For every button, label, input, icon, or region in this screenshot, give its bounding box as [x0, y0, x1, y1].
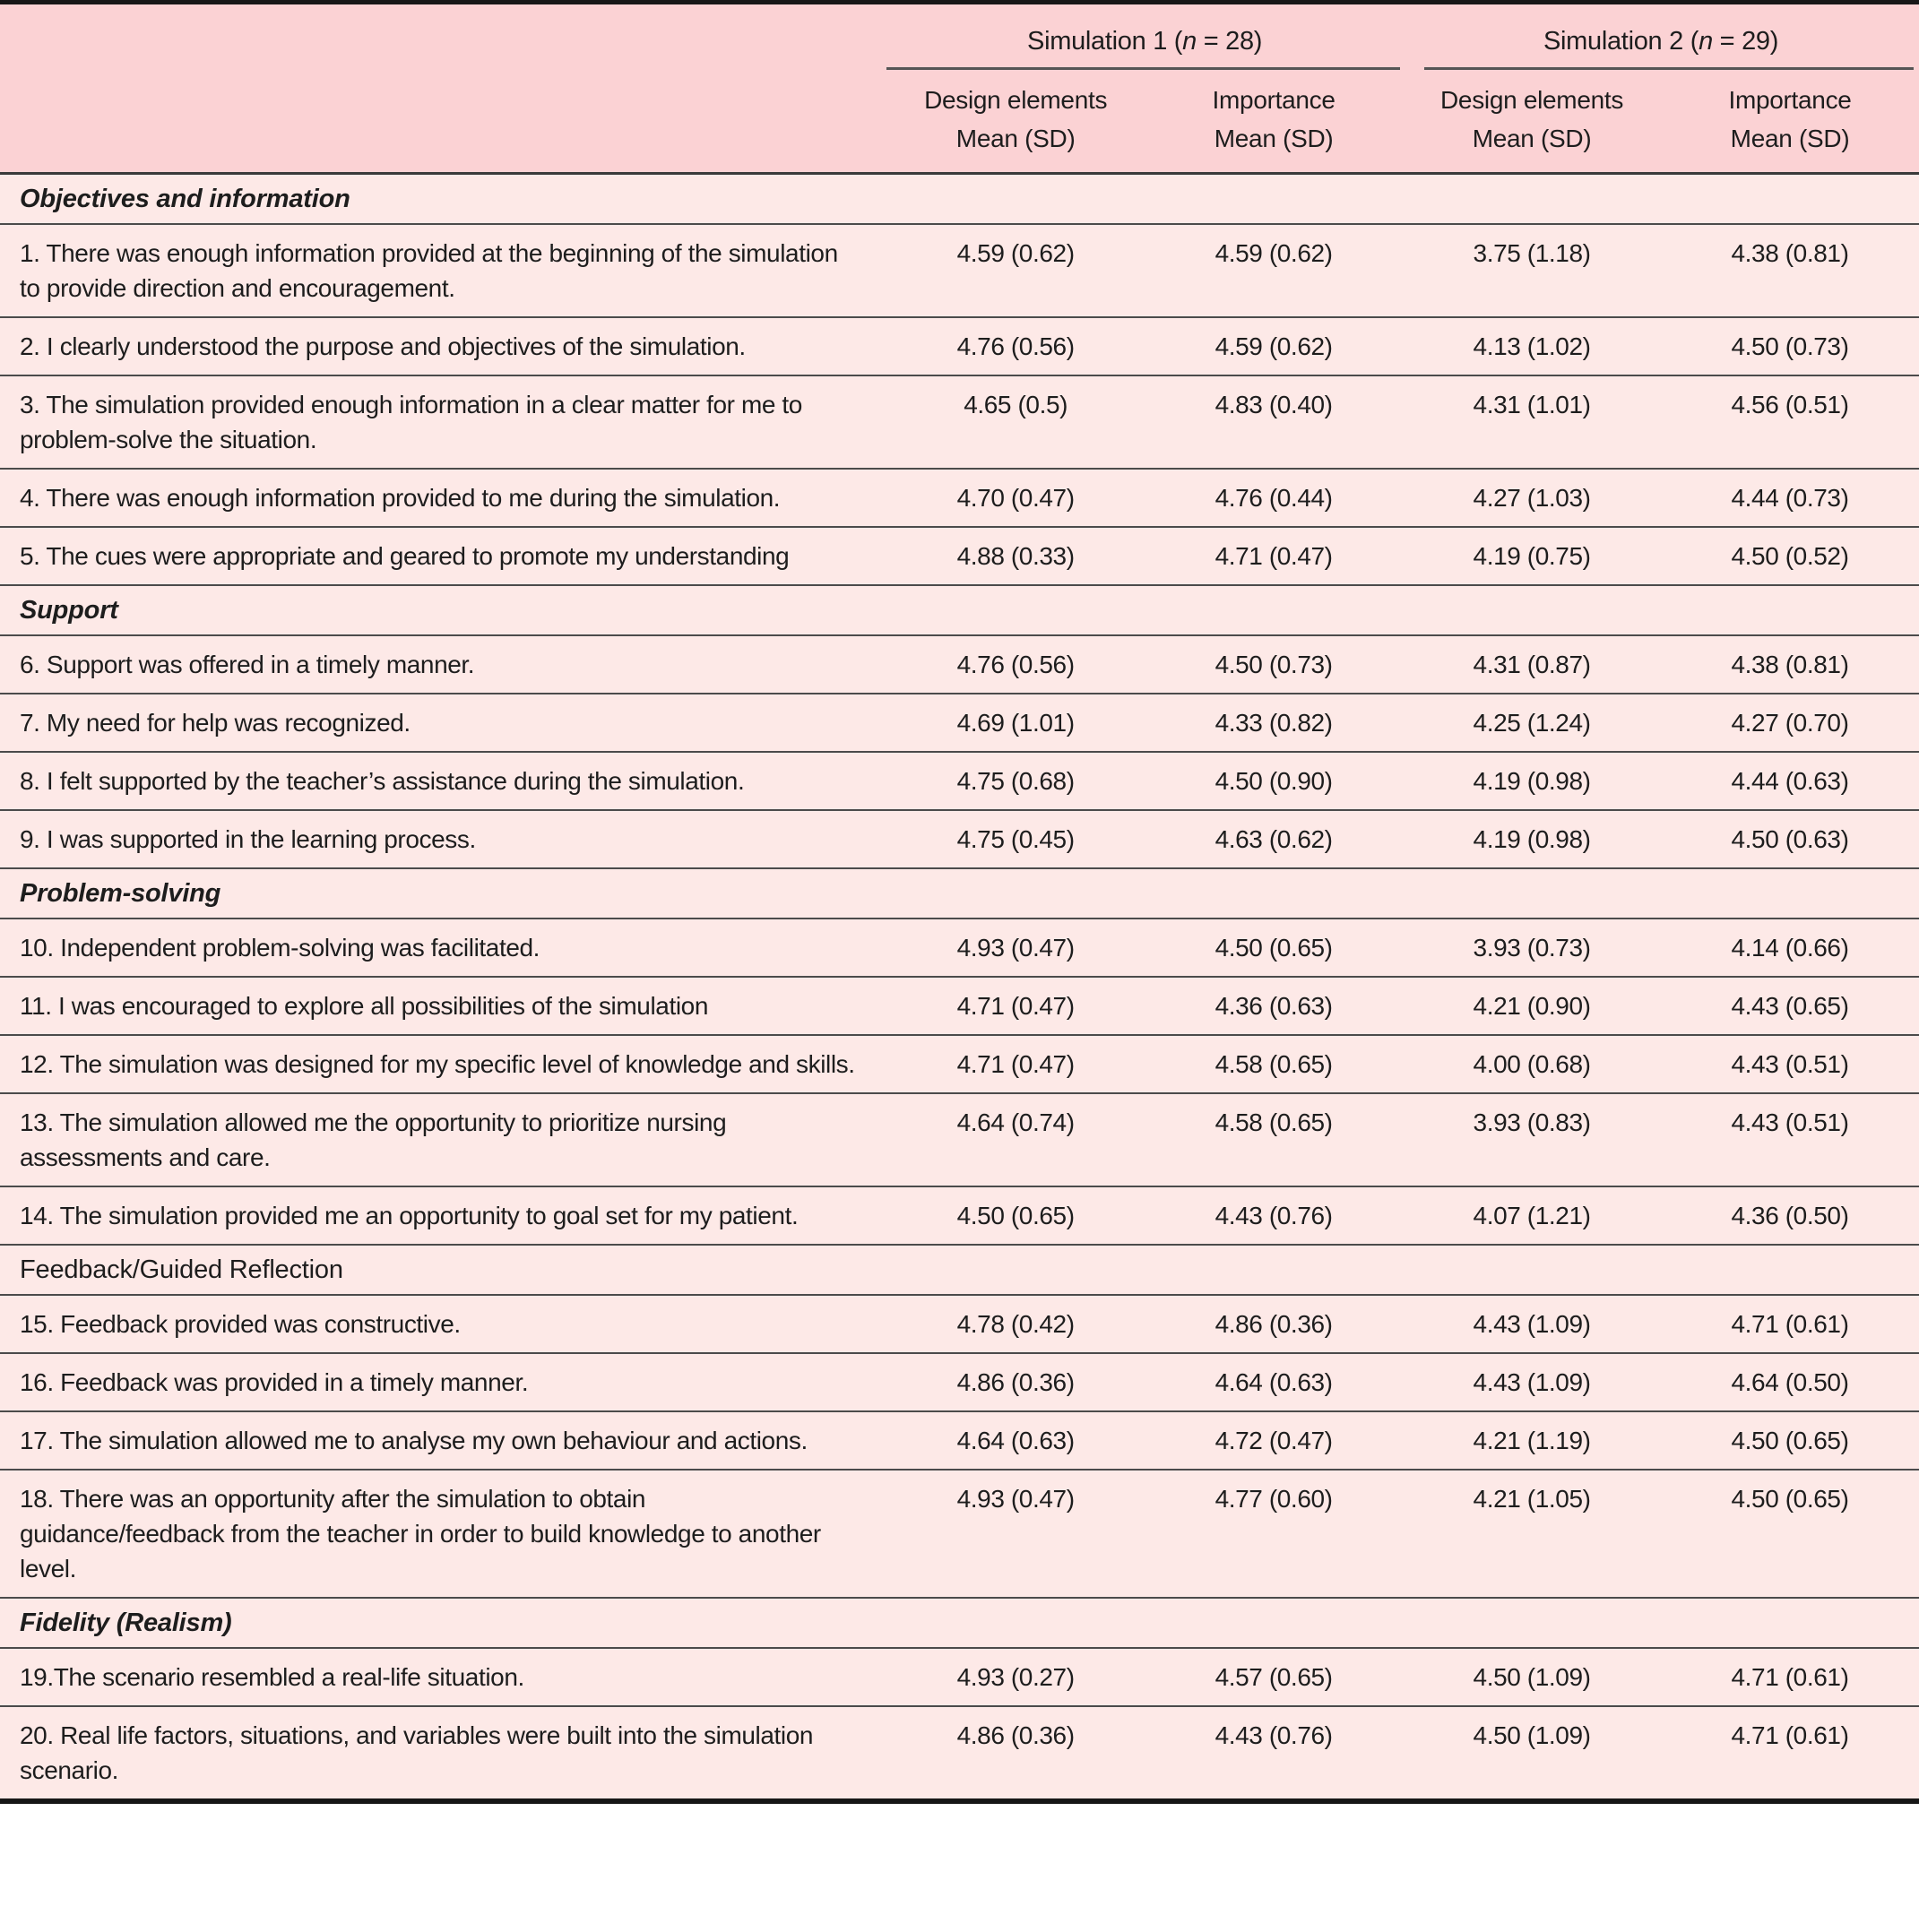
value-cell-sim2-design: 4.27 (1.03)	[1403, 469, 1661, 527]
value-cell-sim1-design: 4.76 (0.56)	[886, 635, 1145, 694]
value-cell-sim2-importance: 4.50 (0.65)	[1661, 1470, 1919, 1598]
question-cell: 9. I was supported in the learning process.	[0, 810, 886, 868]
value-cell-sim1-design: 4.86 (0.36)	[886, 1353, 1145, 1411]
value-cell-sim1-importance: 4.63 (0.62)	[1145, 810, 1403, 868]
value-cell-sim2-importance: 4.43 (0.51)	[1661, 1093, 1919, 1186]
value-cell-sim2-design: 4.31 (1.01)	[1403, 375, 1661, 469]
question-row	[0, 527, 1919, 585]
column-header-importance-2	[1661, 70, 1919, 174]
section-title: Support	[0, 585, 1919, 635]
value-cell-sim2-design: 4.19 (0.98)	[1403, 752, 1661, 810]
question-row	[0, 1035, 1919, 1093]
table-body	[0, 174, 1919, 1802]
question-row	[0, 224, 1919, 317]
value-cell-sim1-design: 4.86 (0.36)	[886, 1706, 1145, 1801]
value-cell-sim2-importance: 4.71 (0.61)	[1661, 1706, 1919, 1801]
simulation-2-label: Simulation 2 (n = 29)	[1543, 27, 1779, 56]
question-cell: 19.The scenario resembled a real-life situation.	[0, 1648, 886, 1706]
value-cell-sim2-importance: 4.44 (0.63)	[1661, 752, 1919, 810]
question-row	[0, 375, 1919, 469]
column-header-line2: Mean (SD)	[1730, 125, 1850, 152]
question-cell: 15. Feedback provided was constructive.	[0, 1295, 886, 1353]
value-cell-sim1-design: 4.75 (0.68)	[886, 752, 1145, 810]
simulation-1-spanner	[886, 3, 1403, 71]
question-row	[0, 810, 1919, 868]
question-row	[0, 752, 1919, 810]
question-row	[0, 1186, 1919, 1245]
value-cell-sim2-importance: 4.50 (0.63)	[1661, 810, 1919, 868]
question-cell: 20. Real life factors, situations, and variables were built into the simulation scenario.	[0, 1706, 886, 1801]
value-cell-sim2-importance: 4.43 (0.65)	[1661, 977, 1919, 1035]
section-title: Objectives and information	[20, 185, 350, 213]
question-row	[0, 1411, 1919, 1470]
value-cell-sim1-importance: 4.36 (0.63)	[1145, 977, 1403, 1035]
value-cell-sim2-importance: 4.71 (0.61)	[1661, 1648, 1919, 1706]
value-cell-sim1-design: 4.88 (0.33)	[886, 527, 1145, 585]
column-header-line1: Design elements	[924, 86, 1108, 114]
value-cell-sim1-importance: 4.43 (0.76)	[1145, 1186, 1403, 1245]
value-cell-sim2-importance: 4.50 (0.73)	[1661, 317, 1919, 375]
question-cell: 11. I was encouraged to explore all possibilities of the simulation	[0, 977, 886, 1035]
value-cell-sim1-importance: 4.71 (0.47)	[1145, 527, 1403, 585]
value-cell-sim2-importance: 4.36 (0.50)	[1661, 1186, 1919, 1245]
spanner-row	[0, 3, 1919, 71]
column-header-line2: Mean (SD)	[1472, 125, 1592, 152]
section-title: Problem-solving	[0, 868, 1919, 919]
question-cell: 6. Support was offered in a timely manner.	[0, 635, 886, 694]
value-cell-sim2-design: 3.75 (1.18)	[1403, 224, 1661, 317]
value-cell-sim1-importance: 4.33 (0.82)	[1145, 694, 1403, 752]
question-cell: 17. The simulation allowed me to analyse my own behaviour and actions.	[0, 1411, 886, 1470]
value-cell-sim2-design: 4.43 (1.09)	[1403, 1295, 1661, 1353]
value-cell-sim2-design: 4.00 (0.68)	[1403, 1035, 1661, 1093]
value-cell-sim2-design: 4.50 (1.09)	[1403, 1648, 1661, 1706]
value-cell-sim1-design: 4.59 (0.62)	[886, 224, 1145, 317]
value-cell-sim1-importance: 4.83 (0.40)	[1145, 375, 1403, 469]
value-cell-sim1-design: 4.93 (0.27)	[886, 1648, 1145, 1706]
value-cell-sim1-design: 4.50 (0.65)	[886, 1186, 1145, 1245]
column-header-design-2	[1403, 70, 1661, 174]
value-cell-sim2-design: 4.21 (0.90)	[1403, 977, 1661, 1035]
question-cell: 13. The simulation allowed me the opportunity to prioritize nursing assessments and care.	[0, 1093, 886, 1186]
value-cell-sim1-importance: 4.72 (0.47)	[1145, 1411, 1403, 1470]
value-cell-sim1-importance: 4.57 (0.65)	[1145, 1648, 1403, 1706]
value-cell-sim1-importance: 4.86 (0.36)	[1145, 1295, 1403, 1353]
value-cell-sim2-design: 4.31 (0.87)	[1403, 635, 1661, 694]
question-cell: 16. Feedback was provided in a timely manner.	[0, 1353, 886, 1411]
section-row	[0, 868, 1919, 919]
column-header-line2: Mean (SD)	[955, 125, 1076, 152]
question-cell: 14. The simulation provided me an opportunity to goal set for my patient.	[0, 1186, 886, 1245]
value-cell-sim1-design: 4.64 (0.63)	[886, 1411, 1145, 1470]
value-cell-sim2-importance: 4.38 (0.81)	[1661, 635, 1919, 694]
value-cell-sim2-importance: 4.50 (0.65)	[1661, 1411, 1919, 1470]
value-cell-sim1-design: 4.93 (0.47)	[886, 1470, 1145, 1598]
section-title: Fidelity (Realism)	[0, 1598, 1919, 1648]
value-cell-sim2-importance: 4.44 (0.73)	[1661, 469, 1919, 527]
simulation-1-label: Simulation 1 (n = 28)	[1027, 27, 1263, 56]
column-header-line1: Importance	[1728, 86, 1852, 114]
value-cell-sim1-importance: 4.50 (0.73)	[1145, 635, 1403, 694]
value-cell-sim1-importance: 4.58 (0.65)	[1145, 1093, 1403, 1186]
question-row	[0, 1295, 1919, 1353]
value-cell-sim1-design: 4.71 (0.47)	[886, 977, 1145, 1035]
value-cell-sim1-importance: 4.64 (0.63)	[1145, 1353, 1403, 1411]
section-row	[0, 1245, 1919, 1295]
section-title: Feedback/Guided Reflection	[0, 1245, 1919, 1295]
column-header-importance-1	[1145, 70, 1403, 174]
question-row	[0, 635, 1919, 694]
value-cell-sim2-importance: 4.27 (0.70)	[1661, 694, 1919, 752]
question-row	[0, 694, 1919, 752]
value-cell-sim1-importance: 4.58 (0.65)	[1145, 1035, 1403, 1093]
question-cell: 7. My need for help was recognized.	[0, 694, 886, 752]
question-row	[0, 1706, 1919, 1801]
question-cell: 18. There was an opportunity after the simulation to obtain guidance/feedback from the teacher in order to build knowledge to another level.	[0, 1470, 886, 1598]
value-cell-sim1-importance: 4.59 (0.62)	[1145, 317, 1403, 375]
simulation-2-spanner	[1403, 3, 1919, 71]
question-row	[0, 919, 1919, 977]
column-header-line1: Importance	[1212, 86, 1336, 114]
question-row	[0, 469, 1919, 527]
value-cell-sim1-design: 4.78 (0.42)	[886, 1295, 1145, 1353]
value-cell-sim2-design: 4.43 (1.09)	[1403, 1353, 1661, 1411]
value-cell-sim1-importance: 4.77 (0.60)	[1145, 1470, 1403, 1598]
value-cell-sim1-design: 4.64 (0.74)	[886, 1093, 1145, 1186]
value-cell-sim1-design: 4.69 (1.01)	[886, 694, 1145, 752]
question-cell: 8. I felt supported by the teacher’s assistance during the simulation.	[0, 752, 886, 810]
question-cell: 1. There was enough information provided at the beginning of the simulation to provide direction and encouragement.	[0, 224, 886, 317]
section-row	[0, 1598, 1919, 1648]
column-header-line1: Design elements	[1440, 86, 1624, 114]
value-cell-sim1-design: 4.71 (0.47)	[886, 1035, 1145, 1093]
value-cell-sim1-importance: 4.43 (0.76)	[1145, 1706, 1403, 1801]
value-cell-sim1-design: 4.70 (0.47)	[886, 469, 1145, 527]
value-cell-sim2-importance: 4.56 (0.51)	[1661, 375, 1919, 469]
value-cell-sim2-importance: 4.64 (0.50)	[1661, 1353, 1919, 1411]
value-cell-sim2-design: 4.50 (1.09)	[1403, 1706, 1661, 1801]
value-cell-sim2-design: 3.93 (0.83)	[1403, 1093, 1661, 1186]
value-cell-sim2-importance: 4.38 (0.81)	[1661, 224, 1919, 317]
value-cell-sim2-design: 4.21 (1.19)	[1403, 1411, 1661, 1470]
section-row	[0, 585, 1919, 635]
value-cell-sim1-design: 4.76 (0.56)	[886, 317, 1145, 375]
question-cell: 12. The simulation was designed for my specific level of knowledge and skills.	[0, 1035, 886, 1093]
value-cell-sim2-importance: 4.43 (0.51)	[1661, 1035, 1919, 1093]
corner-cell	[0, 3, 886, 174]
value-cell-sim2-design: 4.25 (1.24)	[1403, 694, 1661, 752]
question-cell: 10. Independent problem-solving was facilitated.	[0, 919, 886, 977]
value-cell-sim1-design: 4.65 (0.5)	[886, 375, 1145, 469]
value-cell-sim1-importance: 4.50 (0.90)	[1145, 752, 1403, 810]
value-cell-sim2-design: 4.07 (1.21)	[1403, 1186, 1661, 1245]
table-header	[0, 3, 1919, 174]
value-cell-sim1-importance: 4.50 (0.65)	[1145, 919, 1403, 977]
question-cell: 2. I clearly understood the purpose and objectives of the simulation.	[0, 317, 886, 375]
value-cell-sim1-design: 4.75 (0.45)	[886, 810, 1145, 868]
value-cell-sim1-importance: 4.59 (0.62)	[1145, 224, 1403, 317]
question-cell: 4. There was enough information provided to me during the simulation.	[0, 469, 886, 527]
section-row	[0, 174, 1919, 225]
column-header-line2: Mean (SD)	[1214, 125, 1334, 152]
value-cell-sim1-design: 4.93 (0.47)	[886, 919, 1145, 977]
value-cell-sim1-importance: 4.76 (0.44)	[1145, 469, 1403, 527]
question-cell: 3. The simulation provided enough information in a clear matter for me to problem-solve the situation.	[0, 375, 886, 469]
question-cell: 5. The cues were appropriate and geared to promote my understanding	[0, 527, 886, 585]
value-cell-sim2-design: 4.13 (1.02)	[1403, 317, 1661, 375]
value-cell-sim2-design: 4.21 (1.05)	[1403, 1470, 1661, 1598]
value-cell-sim2-importance: 4.71 (0.61)	[1661, 1295, 1919, 1353]
value-cell-sim2-importance: 4.50 (0.52)	[1661, 527, 1919, 585]
value-cell-sim2-design: 4.19 (0.75)	[1403, 527, 1661, 585]
question-row	[0, 1648, 1919, 1706]
question-row	[0, 1353, 1919, 1411]
question-row	[0, 317, 1919, 375]
value-cell-sim2-design: 4.19 (0.98)	[1403, 810, 1661, 868]
value-cell-sim2-importance: 4.14 (0.66)	[1661, 919, 1919, 977]
question-row	[0, 1093, 1919, 1186]
question-row	[0, 1470, 1919, 1598]
value-cell-sim2-design: 3.93 (0.73)	[1403, 919, 1661, 977]
column-header-design-1	[886, 70, 1145, 174]
question-row	[0, 977, 1919, 1035]
